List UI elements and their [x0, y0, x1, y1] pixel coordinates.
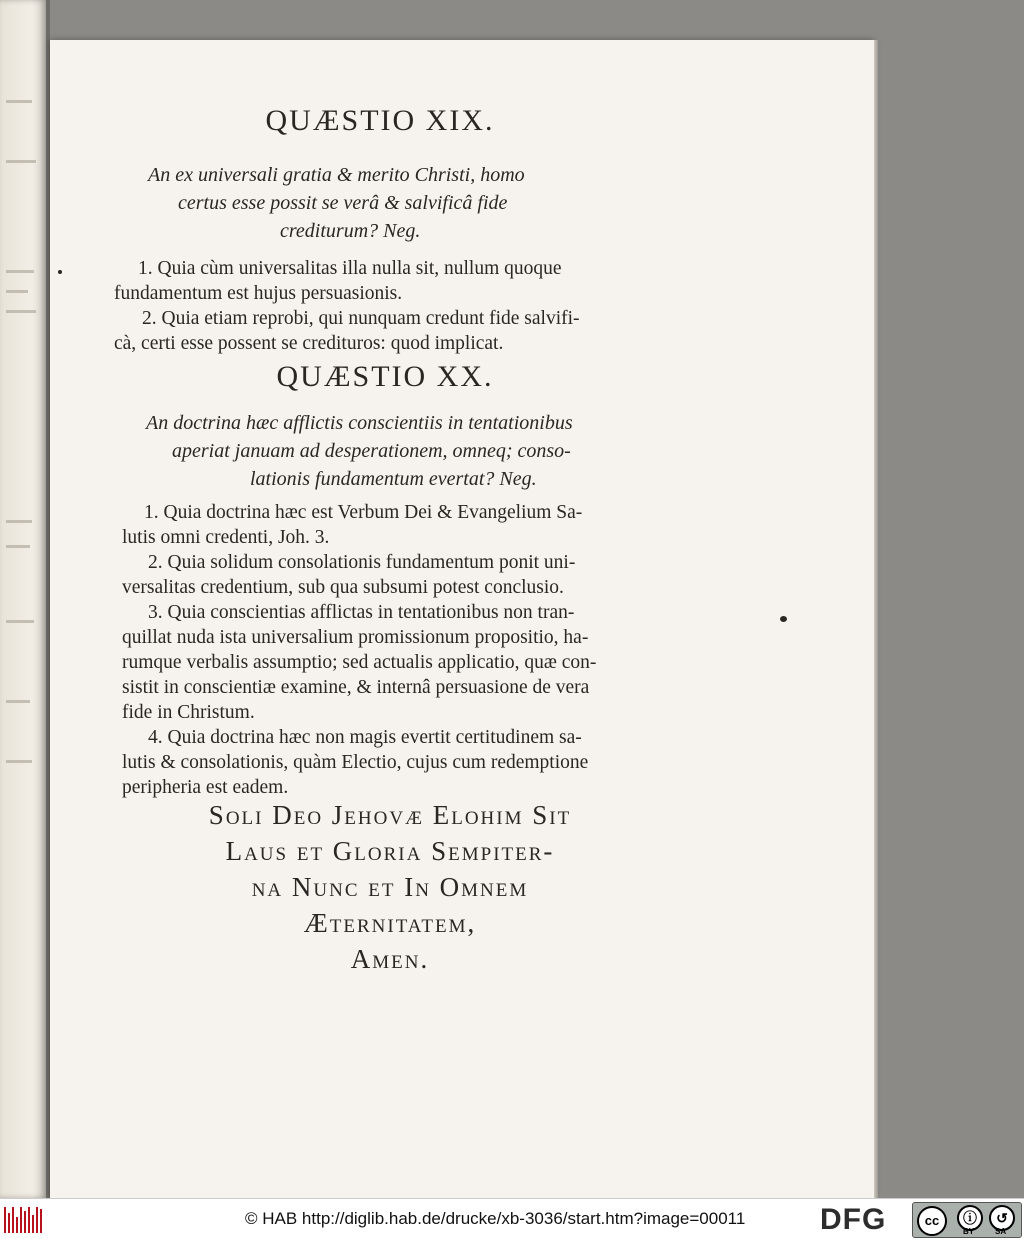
- footer-bar: [0, 1198, 1024, 1240]
- facing-page-mark: [6, 100, 32, 103]
- facing-page-mark: [6, 545, 30, 548]
- point-20-3-line-4: sistit in conscientiæ examine, & internâ persuasione de vera: [122, 677, 590, 698]
- point-19-2-line-2: cà, certi esse possent se credituros: quod implicat.: [114, 333, 504, 354]
- sa-share-alike-icon: ↺: [989, 1205, 1015, 1231]
- facing-page-mark: [6, 310, 36, 313]
- hab-logo-icon: [4, 1207, 42, 1233]
- facing-page-mark: [6, 270, 34, 273]
- question-20-line-1: An doctrina hæc afflictis conscientiis in tentationibus: [146, 412, 573, 434]
- point-20-4-line-1: 4. Quia doctrina hæc non magis evertit certitudinem sa-: [148, 727, 582, 748]
- closing-line-1: Soli Deo Jehovæ Elohim Sit: [208, 800, 572, 830]
- document-page: [50, 40, 874, 1198]
- facing-page-mark: [6, 160, 36, 163]
- facing-page-mark: [6, 700, 30, 703]
- point-20-4-line-2: lutis & consolationis, quàm Electio, cujus cum redemptione: [122, 752, 589, 773]
- copyright-url[interactable]: © HAB http://diglib.hab.de/drucke/xb-3036/start.htm?image=00011: [245, 1209, 746, 1228]
- point-19-1-line-2: fundamentum est hujus persuasionis.: [114, 283, 403, 304]
- point-20-2-line-1: 2. Quia solidum consolationis fundamentum ponit uni-: [148, 552, 576, 573]
- closing-line-4: Æternitatem,: [303, 908, 477, 938]
- point-20-2-line-2: versalitas credentium, sub qua subsumi potest conclusio.: [122, 577, 564, 598]
- dfg-logo: DFG: [820, 1203, 887, 1236]
- point-20-1-line-2: lutis omni credenti, Joh. 3.: [122, 527, 330, 548]
- point-20-4-line-3: peripheria est eadem.: [122, 777, 289, 798]
- point-20-3-line-3: rumque verbalis assumptio; sed actualis applicatio, quæ con-: [122, 652, 597, 673]
- facing-page-mark: [6, 290, 28, 293]
- facing-page-mark: [6, 620, 34, 623]
- facing-page-edge: [0, 0, 46, 1198]
- point-20-3-line-2: quillat nuda ista universalium promissionum propositio, ha-: [122, 627, 589, 648]
- point-19-2-line-1: 2. Quia etiam reprobi, qui nunquam credunt fide salvifi-: [142, 308, 580, 329]
- cc-icon: cc: [917, 1206, 947, 1236]
- by-person-icon: ⓘ: [957, 1205, 983, 1231]
- facing-page-mark: [6, 520, 32, 523]
- point-19-1-line-1: 1. Quia cùm universalitas illa nulla sit, nullum quoque: [138, 258, 562, 279]
- heading-quaestio-20: QUÆSTIO XX.: [276, 360, 494, 393]
- point-20-3-line-5: fide in Christum.: [122, 702, 255, 723]
- ink-speck: [780, 616, 787, 622]
- sa-label: SA: [995, 1227, 1007, 1236]
- heading-quaestio-19: QUÆSTIO XIX.: [265, 104, 495, 137]
- point-20-1-line-1: 1. Quia doctrina hæc est Verbum Dei & Evangelium Sa-: [144, 502, 583, 523]
- page-edge-shadow: [874, 40, 878, 1198]
- closing-line-2: Laus et Gloria Sempiter-: [225, 836, 555, 866]
- question-19-line-2: certus esse possit se verâ & salvificâ fide: [178, 192, 508, 214]
- facing-page-mark: [6, 760, 32, 763]
- question-19-line-3: crediturum? Neg.: [280, 220, 421, 242]
- question-20-line-2: aperiat januam ad desperationem, omneq; conso-: [172, 440, 571, 462]
- closing-line-5: Amen.: [350, 944, 430, 974]
- ink-speck: [58, 270, 62, 274]
- point-20-3-line-1: 3. Quia conscientias afflictas in tentationibus non tran-: [148, 602, 575, 623]
- question-20-line-3: lationis fundamentum evertat? Neg.: [250, 468, 537, 490]
- question-19-line-1: An ex universali gratia & merito Christi, homo: [148, 164, 525, 186]
- by-label: BY: [963, 1227, 975, 1236]
- cc-license-badge[interactable]: [912, 1202, 1022, 1238]
- closing-line-3: na Nunc et In Omnem: [251, 872, 529, 902]
